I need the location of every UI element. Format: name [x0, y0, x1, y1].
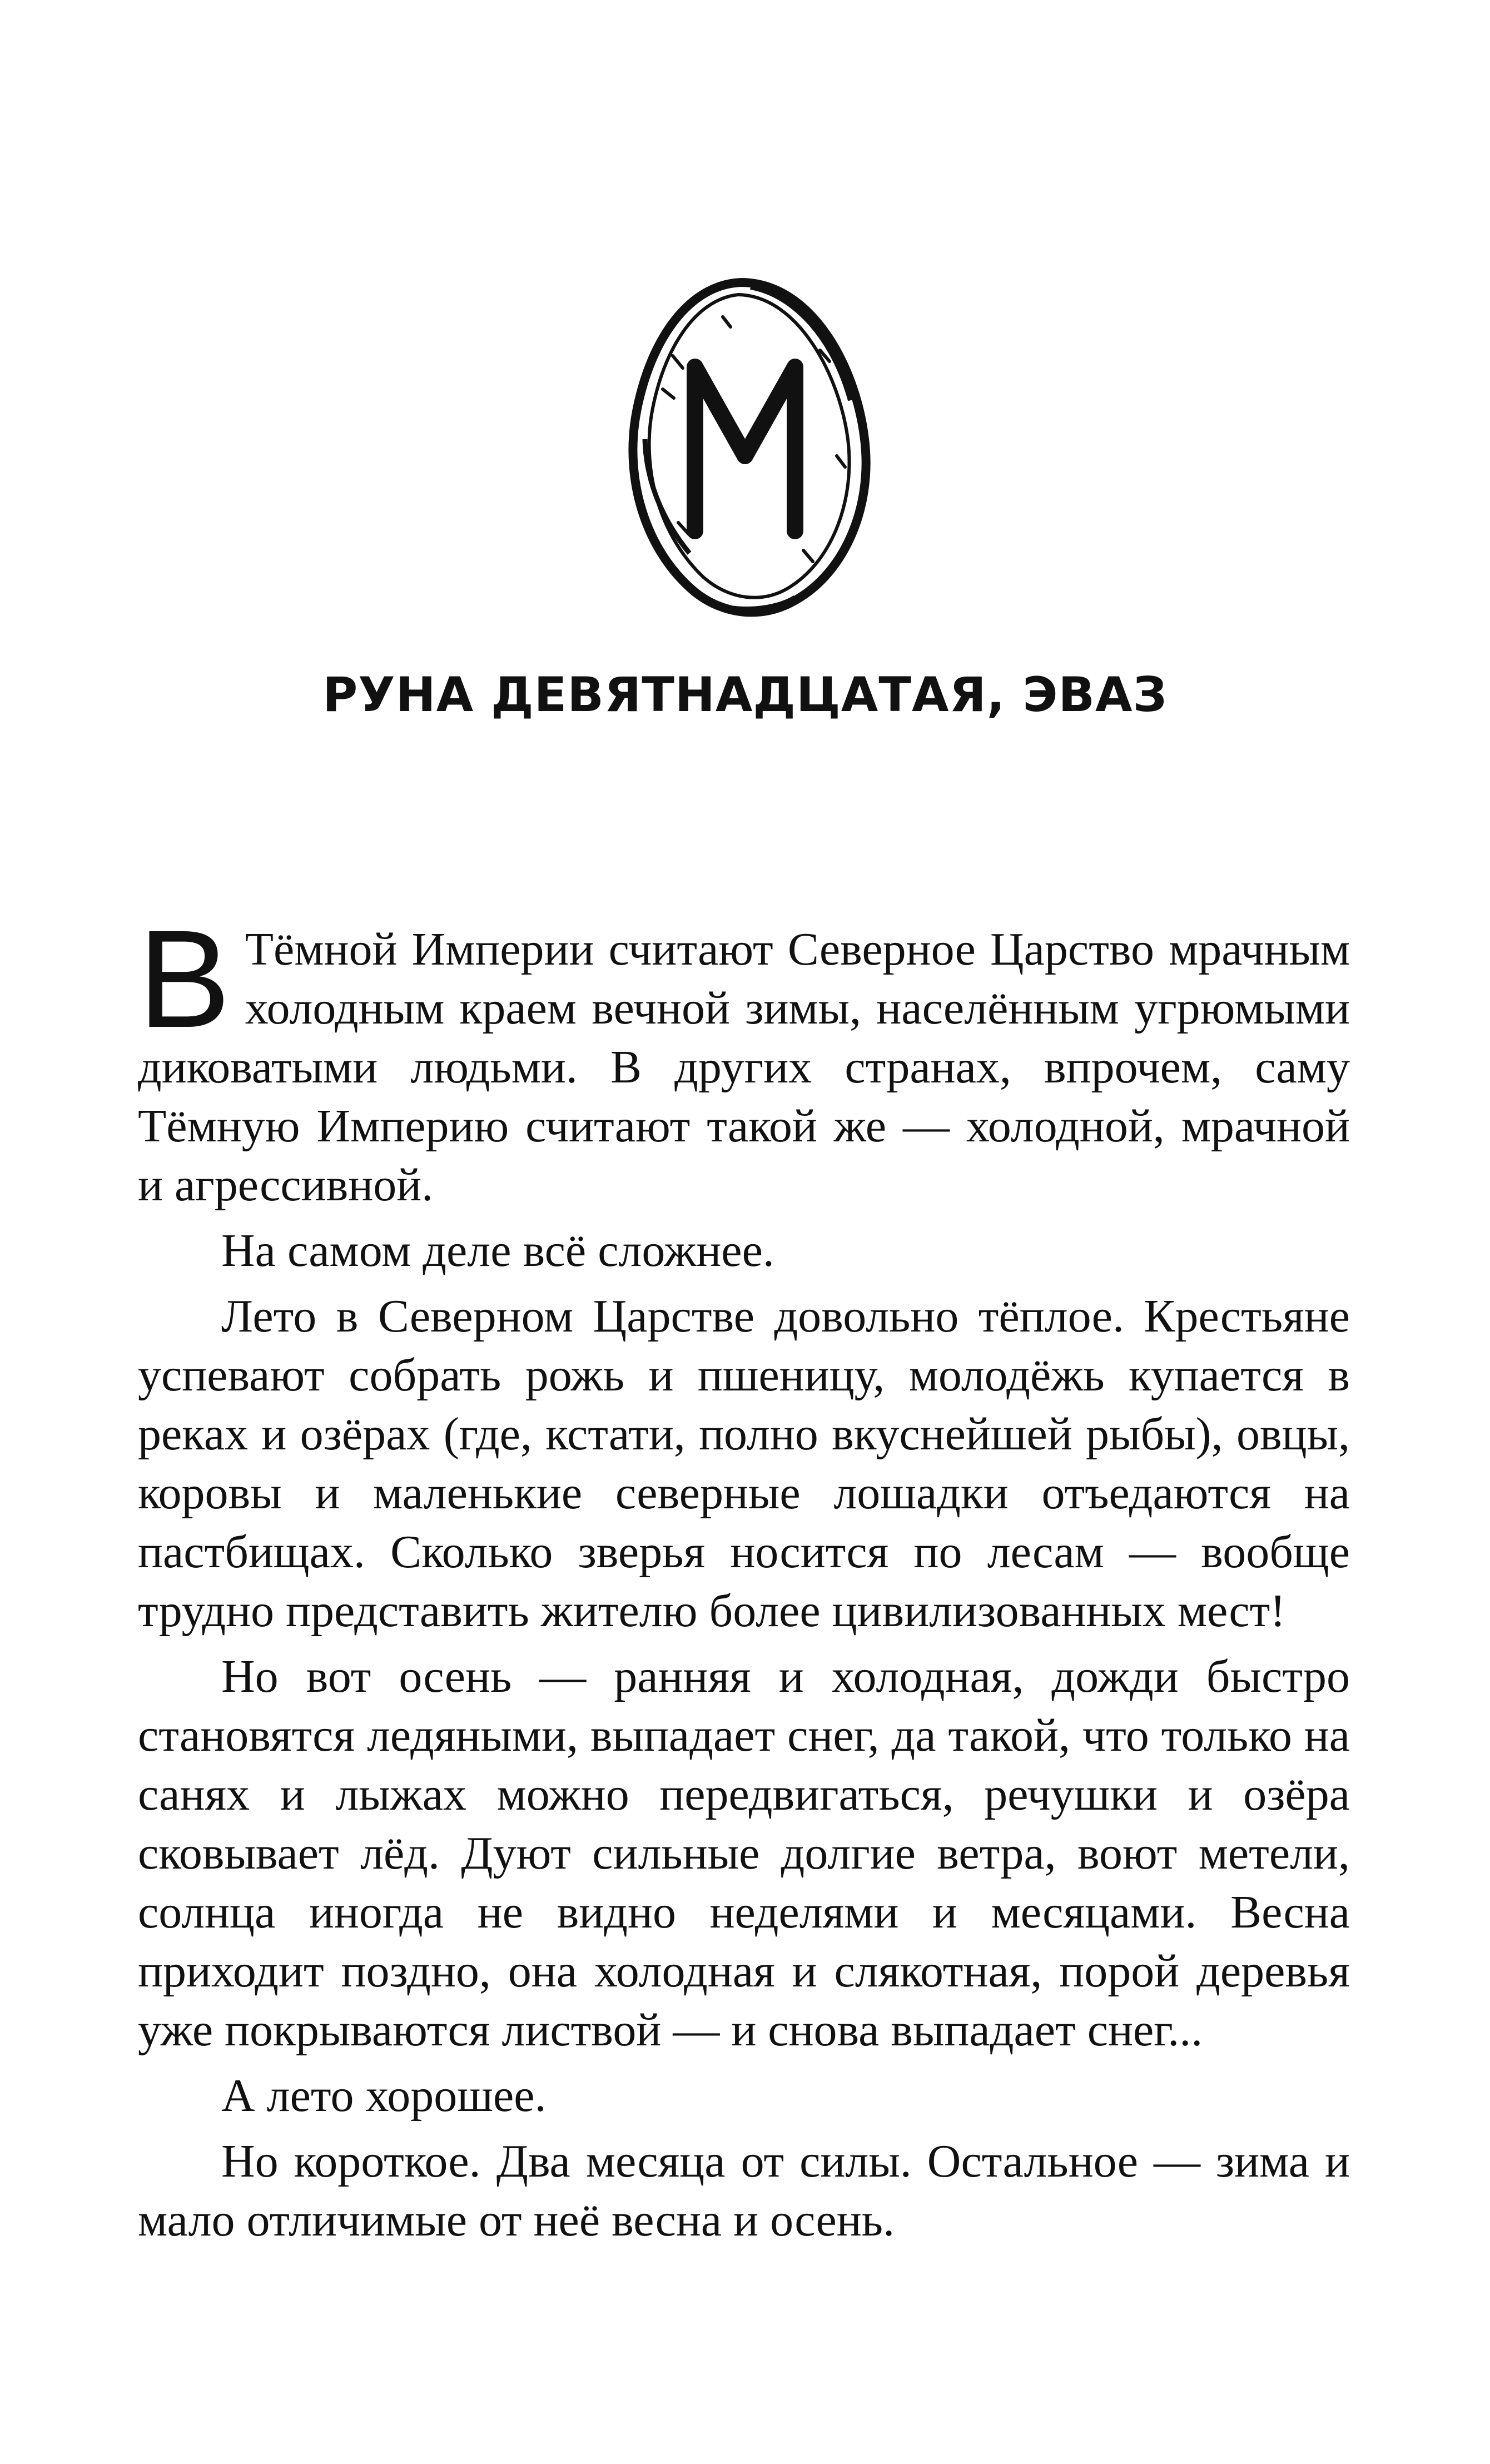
paragraph-3: Лето в Северном Царстве довольно тёплое. Крестьяне успевают собрать рожь и пшеницу, молодёжь купается в реках и озёрах (где, кстати, полно вкуснейшей рыбы), овцы, коровы и маленькие северные лошадки отъедаются на пастбищах. Сколько зверья носится по лесам — вообще трудно представить жителю более цивилизованных мест!: [138, 1290, 1350, 1637]
drop-cap: В: [138, 901, 231, 1056]
paragraph-4: Но вот осень — ранняя и холодная, дожди быстро становятся ледяными, выпадает снег, да такой, что только на санях и лыжах можно передвигаться, речушки и озёра сковывает лёд. Дуют сильные долгие ветра, воют метели, солнца иногда не видно неделями и месяцами. Весна приходит поздно, она холодная и слякотная, порой деревья уже покрываются листвой — и снова выпадает снег...: [138, 1651, 1350, 2056]
paragraph-1-text: Тёмной Империи считают Северное Царство мрачным холодным краем вечной зимы, населённым угрюмыми диковатыми людьми. В других странах, впрочем, саму Тёмную Империю считают такой же — холодной, мрачной и агрессивной.: [138, 923, 1350, 1211]
chapter-text: [138, 901, 1350, 2257]
paragraph-1: [138, 901, 1350, 1215]
ehwaz-rune-stone-icon: [612, 272, 878, 628]
paragraph-5: А лето хорошее.: [221, 2070, 547, 2122]
paragraph-2: На самом деле всё сложнее.: [221, 1225, 774, 1276]
chapter-title: РУНА ДЕВЯТНАДЦАТАЯ, ЭВАЗ: [322, 667, 1168, 723]
paragraph-6: Но короткое. Два месяца от силы. Остальное — зима и мало отличимые от неё весна и осень.: [138, 2135, 1350, 2246]
